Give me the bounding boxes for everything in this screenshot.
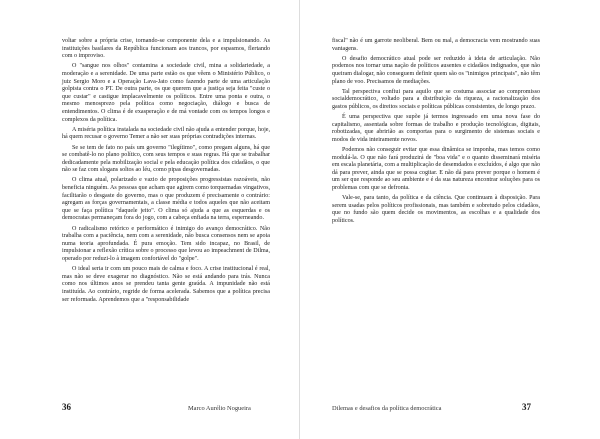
paragraph: O ideal seria ir com um pouco mais de calma e foco. A crise institucional é real, mas não se deve exagerar no diagnóstico. Não se está andando para trás. Nunca como nos últimos anos se prendeu tanta gente graúda. A impunidade não está instituída. Ao contrário, regride de forma acelerada. Sabemos que a política precisa ser reformada. Aprendemos que a "responsabilidade — [62, 266, 270, 303]
paragraph: É uma perspectiva que supõe já termos ingressado em uma nova fase do capitalismo, assentada sobre formas de trabalho e produção tecnológicas, digitais, robotizadas, que abririão as comportas para o surgimento de sistemas sociais e modos de vida inteiramente novos. — [332, 114, 540, 143]
paragraph: Tal perspectiva confiui para aquilo que se costuma associar ao compromisso socialdemocrático, voltado para a distribuição da riqueza, a racionalização dos gastos públicos, os direitos sociais e políticas públicas consistentes, de longo prazo. — [332, 88, 540, 110]
left-text-column — [62, 38, 270, 307]
paragraph: O desafio democrático atual pode ser reduzido à ideia de articulação. Não podemos nos tornar uma nação de políticos ausentes e cidadãos indignados, que não queiram dialogar, não conseguem definir quem são os "inimigos principais", não têm plano de voo. Precisamos de mediações. — [332, 55, 540, 85]
paragraph: O clima atual, polarizado e vazio de proposições progressistas razoáveis, não beneficia ninguém. As pessoas que acham que agirem como torquemadas vingativos, facilitarão o desgaste do governo, mas o que produzem é precisamente o contrário: agregam as forças governamentais, a classe média e todos aqueles que não aceitam que se faça política "daquele jeito". O clima só ajuda a que as esquerdas e os democratas permaneçam fora do jogo, com a cabeça enfiada na terra, esperneando. — [62, 177, 270, 222]
running-footer-author: Marco Aurélio Nogueira — [188, 405, 251, 412]
right-page — [300, 0, 600, 439]
page-number: 36 — [62, 402, 71, 412]
paragraph: fiscal" não é um garrote neoliberal. Bem ou mal, a democracia vem mostrando suas vantagens. — [332, 38, 540, 52]
paragraph: Se se tem de fato no país um governo "ilegítimo", como pregam alguns, há que se combatê-lo no plano político, com seus tempos e suas regras. Há que se trabalhar dedicadamente pela mobilização social e pela educação política dos cidadãos, o que não se faz com slogans soltos ao léu, como pipas desgovernadas. — [62, 144, 270, 174]
paragraph: Vale-se, para tanto, da política e da ciência. Que continuam à disposição. Para serem usadas pelos políticos profissionais, mas também e sobretudo pelos cidadãos, que no fundo são quem decide os movimentos, as escolhas e a qualidade dos políticos. — [332, 195, 540, 225]
paragraph: O radicalismo retórico e performático é inimigo do avanço democrático. Não trabalha com a paciência, nem com a serenidade, não busca consensos nem se apoia numa teoria aprofundada. É pura emoção. Tem sido incapaz, no Brasil, de impulsionar a reflexão crítica sobre o processo que levou ao impeachment de Dilma, operado por reduzi-lo à imagem confortável do "golpe". — [62, 225, 270, 262]
page-number: 37 — [522, 402, 531, 412]
paragraph: A miséria política instalada na sociedade civil não ajuda a entender porque, hoje, há quem recusar o governo Temer a não ser suas próprias contradições internas. — [62, 126, 270, 141]
paragraph: O "sangue nos olhos" contamina a sociedade civil, mina a solidariedade, a moderação e a serenidade. De uma parte estão os que vêem o Ministério Público, o juiz Sergio Moro e a Operação Lava-Jato como fazendo parte de uma articulação golpista contra o PT. De outra parte, os que querem que a justiça seja feita "custe o que custar" e castigue implacavelmente os políticos. Entre uma ponta e outra, o mesmo menosprezo pela política como negociação, diálogo e busca de entendimentos. O clima é de exasperação e de má vontade com os tempos longos e complexos da política. — [62, 63, 270, 123]
right-text-column — [332, 38, 540, 228]
paragraph: Podemos não conseguir evitar que essa dinâmica se imponha, mas temos como modulá-la. O que não fará produzirá de "boa vida" e o quanto disseminará miséria em escala planetária, com a multiplicação de desemdados e excluídos, é algo que não dá para prever, ainda que se possa cogitar. E não dá para prever porque o homem é um ser que responde ao seu ambiente e é da sua natureza encontrar soluções para os problemas com que se defronta. — [332, 147, 540, 192]
running-footer-title: Dilemas e desafios da política democrática — [332, 405, 442, 412]
paragraph: voltar sobre a própria crise, tornando-se componente dela e a impulsionando. As instituições basilares da República funcionam aos trancos, por espasmos, flertando com o improviso. — [62, 38, 270, 60]
